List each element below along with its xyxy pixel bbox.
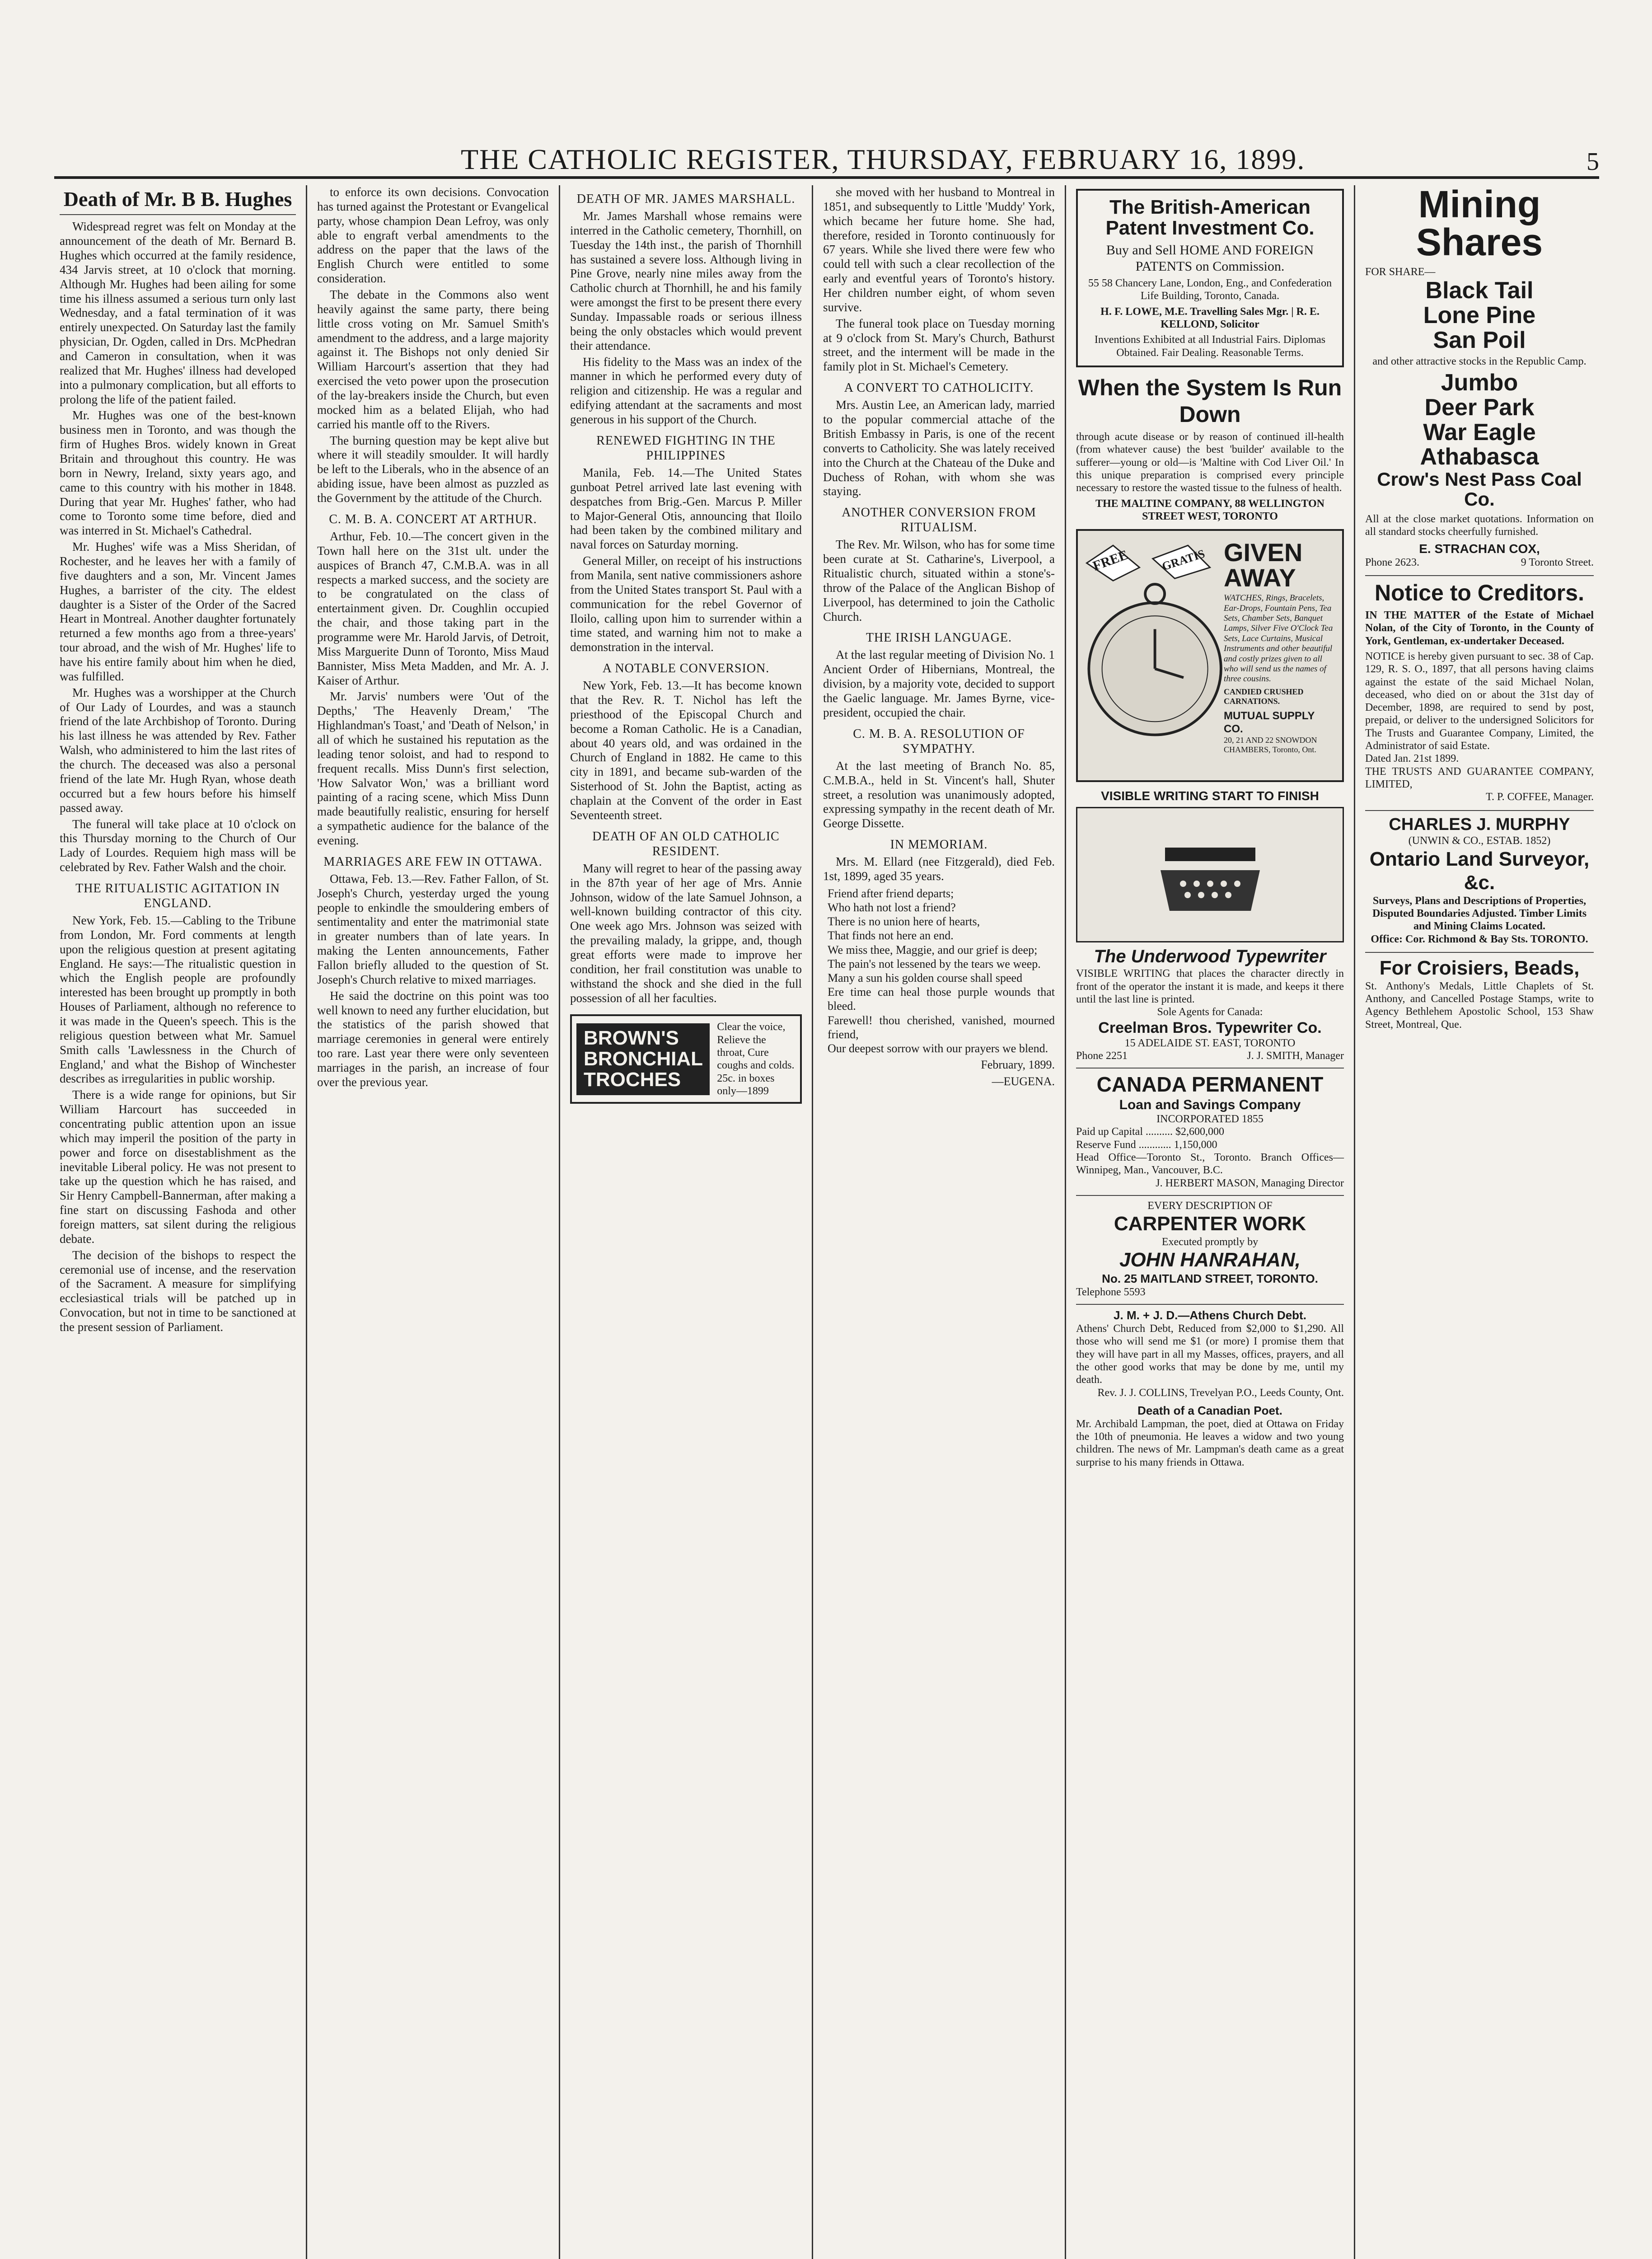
article-paragraph: The decision of the bishops to respect the ceremonial use of incense, and the reservation of the Sacrament. A measure for simplifying ecclesiastical trials will be patched up in Convocation, but not in time to be sanctioned at the present session of Parliament. xyxy=(60,1248,296,1334)
patent-footer: Inventions Exhibited at all Industrial Fairs. Diplomas Obtained. Fair Dealing. Reasonable Terms. xyxy=(1094,334,1326,359)
mining-stock: Crow's Nest Pass Coal Co. xyxy=(1377,468,1582,510)
article-paragraph: General Miller, on receipt of his instructions from Manila, sent native commissioners ashore from the United States transport St. Paul with a communication for the rebel Governor of Iloilo, calling upon him to surrender within a time stated, and warning him not to make a demonstration in the interval. xyxy=(570,554,802,654)
browns-troches-ad xyxy=(570,1014,802,1104)
debt-body: Athens' Church Debt, Reduced from $2,000 to $1,290. All those who will send me $1 (or more) I promise them that they will have part in all my Masses, offices, prayers, and all the other good works that may be done by me, until my death. xyxy=(1076,1323,1344,1386)
canada-capital: Paid up Capital .......... $2,600,000 xyxy=(1076,1126,1224,1138)
carpenter-line2: CARPENTER WORK xyxy=(1114,1213,1306,1235)
giveaway-candied: CANDIED CRUSHED CARNATIONS. xyxy=(1224,687,1304,706)
article-paragraph: Arthur, Feb. 10.—The concert given in the Town hall here on the 31st ult. under the auspices of Branch 47, C.M.B.A. was in all respects a marked success, and the society are to be congratulated on the class of entertainment given. Dr. Coughlin occupied the chair, and those taking part in the programme were Mr. Harold Jarvis, of Detroit, Miss Marguerite Dunn of Toronto, Miss Maud Bannister, Miss Meta Madden, and Mr. A. J. Kaiser of Arthur. xyxy=(317,529,549,687)
creditors-body2: NOTICE is hereby given pursuant to sec. 38 of Cap. 129, R. S. O., 1897, that all persons having claims against the estate of the said Michael Nolan, deceased, who died on or about the 31st day of December, 1898, are required to send by post, prepaid, or deliver to the undersigned Solicitors for The Trusts and Guarantee Company, Limited, the Administrator of said Estate. xyxy=(1365,650,1594,752)
mining-mid: and other attractive stocks in the Republic Camp. xyxy=(1372,356,1586,368)
carpenter-name: JOHN HANRAHAN, xyxy=(1119,1249,1301,1271)
article-subhead: MARRIAGES ARE FEW IN OTTAWA. xyxy=(323,854,543,869)
article-paragraph: Ottawa, Feb. 13.—Rev. Father Fallon, of St. Joseph's Church, yesterday urged the young people to enkindle the smouldering embers of sentimentality and enter the matrimonial state in greater numbers than of late years. In making the Lenten announcements, Father Fallon briefly alluded to the question of St. Joseph's Church relative to mixed marriages. xyxy=(317,872,549,986)
canada-office: Head Office—Toronto St., Toronto. Branch Offices—Winnipeg, Man., Vancouver, B.C. xyxy=(1076,1152,1344,1176)
maltine-company: THE MALTINE COMPANY, 88 WELLINGTON STREET WEST, TORONTO xyxy=(1095,497,1324,522)
newspaper-title: THE CATHOLIC REGISTER, THURSDAY, FEBRUARY 16, 1899. xyxy=(461,143,1306,175)
creditors-dated: Dated Jan. 21st 1899. xyxy=(1365,753,1459,765)
mining-phone: Phone 2623. xyxy=(1365,556,1419,568)
column-5 xyxy=(1066,185,1355,2259)
canada-inc: INCORPORATED 1855 xyxy=(1156,1113,1264,1125)
croisiers-title: For Croisiers, Beads, xyxy=(1379,956,1580,979)
article-paragraph: New York, Feb. 15.—Cabling to the Tribune from London, Mr. Ford comments at length upon the religious question at present agitating England. He says:—The ritualistic question in which the English people are profoundly interested has been brought up promptly in both Houses of Parliament, although no reference to it was made in the Queen's speech. This is the religious question between what Mr. Samuel Smith calls 'Lawlessness in the Church of England,' and what the Bishop of Winchester describes as irregularities in public worship. xyxy=(60,914,296,1086)
croisiers-ad xyxy=(1365,952,1594,1031)
carpenter-line3: Executed promptly by xyxy=(1161,1236,1259,1248)
article-paragraph: New York, Feb. 13.—It has become known that the Rev. R. T. Nichol has left the priesthood of the Episcopal Church and become a Roman Catholic. He is a Canadian, about 40 years old, and was ordained in the Church of England in 1882. He came to this city in 1891, and became sub-warden of the Sisterhood of St. John the Baptist, acting as chaplain at the Convent of the order in East Seventeenth street. xyxy=(570,679,802,822)
mining-stock: Lone Pine xyxy=(1423,302,1536,328)
mining-stock: Black Tail xyxy=(1425,277,1534,304)
mining-stock: Deer Park xyxy=(1424,394,1535,421)
canada-manager: J. HERBERT MASON, Managing Director xyxy=(1156,1177,1344,1189)
mining-title: Mining Shares xyxy=(1416,185,1543,263)
article-subhead: ANOTHER CONVERSION FROM RITUALISM. xyxy=(842,506,1036,535)
creditors-manager: T. P. COFFEE, Manager. xyxy=(1486,791,1594,803)
maltine-body: through acute disease or by reason of continued ill-health (from whatever cause) the best 'builder' available to the sufferer—young or old—is 'Maltine with Cod Liver Oil.' In this unique preparation is comprised every principle necessary to restore the wasted tissue to the fulness of health. xyxy=(1076,431,1344,494)
column-2 xyxy=(307,185,560,2259)
article-paragraph: There is a wide range for opinions, but Sir William Harcourt has succeeded in concentrating public attention upon an issue which may imperil the position of the party in power and force on disestablishment as the inevitable Liberal policy. He was not present to take up the question which he has raised, and Sir Henry Campbell-Bannerman, after making a fine start on discussing Fashoda and other foreign matters, sat silent during the religious debate. xyxy=(60,1088,296,1246)
gratis-label: GRATIS xyxy=(1160,547,1207,573)
debt-signature: Rev. J. J. COLLINS, Trevelyan P.O., Leeds County, Ont. xyxy=(1097,1387,1344,1399)
giveaway-text: WATCHES, Rings, Bracelets, Ear-Drops, Fountain Pens, Tea Sets, Chamber Sets, Banquet Lamps, Silver Five O'Clock Tea Sets, Lace Curtains, Musical Instruments and other beautiful and costly prizes given to all who will send us the names of three cousins. xyxy=(1224,593,1333,684)
poet-death-notice xyxy=(1076,1404,1344,1469)
murphy-title: Ontario Land Surveyor, &c. xyxy=(1369,848,1590,894)
poem-line: Farewell! thou cherished, vanished, mourned friend, xyxy=(828,1013,1055,1041)
mining-note: All at the close market quotations. Information on all standard stocks cheerfully furnished. xyxy=(1365,513,1594,538)
poem-signature: —EUGENA. xyxy=(992,1074,1055,1088)
poem-line: Who hath not lost a friend? xyxy=(828,901,956,914)
article-subhead: A CONVERT TO CATHOLICITY. xyxy=(844,381,1034,395)
article-paragraph: At the last regular meeting of Division No. 1 Ancient Order of Hibernians, Montreal, the division, by a majority vote, decided to support the Gaelic language. Mr. James Byrne, vice-president, occupied the chair. xyxy=(823,648,1055,719)
murphy-name: CHARLES J. MURPHY xyxy=(1389,815,1570,834)
typewriter-icon xyxy=(1151,830,1269,920)
article-paragraph: He said the doctrine on this point was too well known to need any further elucidation, but the statistics of the parish showed that marriage ceremonies in general were entirely too rare. Last year there were only seventeen marriages in the parish, an increase of four over the previous year. xyxy=(317,989,549,1089)
poem-line: Ere time can heal those purple wounds that bleed. xyxy=(828,985,1055,1013)
poet-title: Death of a Canadian Poet. xyxy=(1137,1403,1282,1417)
browns-text xyxy=(710,1021,796,1097)
page-columns xyxy=(50,185,1604,2259)
article-paragraph: The burning question may be kept alive but where it will steadily smoulder. It will hardly be left to the Liberals, who in the absence of an abiding issue, have been almost as puzzled as the Government by the attitude of the Church. xyxy=(317,433,549,505)
typewriter-name: The Underwood Typewriter xyxy=(1094,947,1326,967)
article-paragraph: Mr. Hughes was a worshipper at the Church of Our Lady of Lourdes, and was a staunch friend of the late Archbishop of Toronto. During his last illness he was attended by Rev. Father Walsh, who administered to him the last rites of the church. The deceased was also a personal friend of the late Mr. Hugh Ryan, whose death occurred but a few hours before his himself passed away. xyxy=(60,685,296,815)
croisiers-body: St. Anthony's Medals, Little Chaplets of St. Anthony, and Cancelled Postage Stamps, write to Agency Bethlehem Apostolic School, 153 Shaw Street, Montreal, Que. xyxy=(1365,980,1594,1031)
murphy-body: Surveys, Plans and Descriptions of Properties, Disputed Boundaries Adjusted. Timber Limits and Mining Claims Located. xyxy=(1372,895,1587,933)
article-paragraph: Mr. Hughes was one of the best-known business men in Toronto, and was though the firm of Hughes Bros. widely known in Great Britain and throughout this country. He was born in Newry, Ireland, sixty years ago, and came to this country with his mother in 1848. During that year Mr. Hughes' father, who had come to Toronto some time before, died and was interred in St. Michael's Cathedral. xyxy=(60,408,296,538)
article-paragraph: The Rev. Mr. Wilson, who has for some time been curate at St. Catharine's, Liverpool, a Ritualistic church, situated within a stone's-throw of the Palace of the Anglican Bishop of Liverpool, has determined to join the Catholic Church. xyxy=(823,538,1055,623)
mining-contact-row xyxy=(1365,556,1594,569)
column-3 xyxy=(560,185,813,2259)
typewriter-phone: Phone 2251 xyxy=(1076,1050,1128,1062)
article-subhead: C. M. B. A. CONCERT AT ARTHUR. xyxy=(329,512,537,526)
typewriter-headline: VISIBLE WRITING START TO FINISH xyxy=(1101,789,1319,803)
maltine-title: When the System Is Run Down xyxy=(1078,375,1342,427)
carpenter-line1: EVERY DESCRIPTION OF xyxy=(1147,1200,1273,1212)
page-number: 5 xyxy=(1586,148,1599,176)
murphy-surveyor-ad xyxy=(1365,810,1594,946)
typewriter-body: VISIBLE WRITING that places the character directly in front of the operator the instant it is made, and keeps it there until the last line is printed. xyxy=(1076,968,1344,1006)
article-headline: Death of Mr. B B. Hughes xyxy=(60,187,296,215)
mining-stock: Jumbo xyxy=(1441,370,1518,396)
article-subhead: THE IRISH LANGUAGE. xyxy=(866,631,1012,645)
patent-title: The British-American Patent Investment Co. xyxy=(1105,196,1315,239)
mining-broker: E. STRACHAN COX, xyxy=(1419,541,1540,556)
carpenter-ad xyxy=(1076,1195,1344,1298)
article-paragraph: Widespread regret was felt on Monday at the announcement of the death of Mr. Bernard B. Hughes which occurred at the family residence, 434 Jarvis street, at 10 o'clock that morning. Although Mr. Hughes had been ailing for some time his illness assumed a serious turn only last Wednesday, and a fatal termination of it was entirely unexpected. On Saturday last the family physician, Dr. Ogden, called in Drs. McPhedran and Cameron in consultation, when it was realized that Mr. Hughes' illness had developed into a pulmonary complication, but all efforts to prolong the life of the patient failed. xyxy=(60,220,296,406)
typewriter-contact-row xyxy=(1076,1050,1344,1062)
giveaway-company: MUTUAL SUPPLY CO. xyxy=(1224,710,1315,735)
patent-address: 55 58 Chancery Lane, London, Eng., and Confederation Life Building, Toronto, Canada. xyxy=(1088,277,1332,302)
article-paragraph: Manila, Feb. 14.—The United States gunboat Petrel arrived late last evening with despatches from Brig.-Gen. Marcus P. Miller to Major-General Otis, announcing that Iloilo had been taken by the combined military and naval forces on Saturday morning. xyxy=(570,465,802,552)
mining-address: 9 Toronto Street. xyxy=(1521,556,1594,568)
article-paragraph: The funeral took place on Tuesday morning at 9 o'clock from St. Mary's Church, Bathurst street, and the interment will be made in the family plot in St. Michael's Cemetery. xyxy=(823,316,1055,374)
typewriter-company: Creelman Bros. Typewriter Co. xyxy=(1098,1019,1322,1036)
article-subhead: DEATH OF AN OLD CATHOLIC RESIDENT. xyxy=(592,829,780,858)
column-6 xyxy=(1355,185,1604,2259)
article-subhead: DEATH OF MR. JAMES MARSHALL. xyxy=(576,192,796,206)
creditors-body: IN THE MATTER of the Estate of Michael Nolan, of the City of Toronto, in the County of York, Gentleman, ex-undertaker Deceased. xyxy=(1365,609,1594,647)
canada-subtitle: Loan and Savings Company xyxy=(1119,1097,1301,1112)
creditors-company: THE TRUSTS AND GUARANTEE COMPANY, LIMITED, xyxy=(1365,765,1594,790)
article-paragraph: The debate in the Commons also went heavily against the same party, there being little cross voting on Mr. Samuel Smith's amendment to the address, and a large majority against it. The Bishops not only denied Sir William Harcourt's assertion that they had exercised the veto power upon the prosecution of the lay-breakers inside the Church, but even mocked him as a belated Elijah, who had carried his mantle off to the Rivers. xyxy=(317,288,549,431)
poem-line: Our deepest sorrow with our prayers we blend. xyxy=(828,1041,1048,1055)
giveaway-text-block xyxy=(1224,540,1337,755)
poem-line: We miss thee, Maggie, and our grief is deep; xyxy=(828,943,1038,956)
memoriam-poem xyxy=(828,886,1055,1055)
canada-reserve: Reserve Fund ............ 1,150,000 xyxy=(1076,1139,1217,1151)
carpenter-phone: Telephone 5593 xyxy=(1076,1286,1146,1298)
patent-line: Buy and Sell HOME AND FOREIGN PATENTS on Commission. xyxy=(1106,243,1314,274)
poem-line: That finds not here an end. xyxy=(828,929,954,942)
typewriter-illustration xyxy=(1076,807,1344,942)
patent-contacts: H. F. LOWE, M.E. Travelling Sales Mgr. | R. E. KELLOND, Solicitor xyxy=(1100,305,1320,331)
murphy-office: Office: Cor. Richmond & Bay Sts. TORONTO. xyxy=(1371,933,1588,945)
poem-line: There is no union here of hearts, xyxy=(828,915,980,928)
article-paragraph: Mr. James Marshall whose remains were interred in the Catholic cemetery, Thornhill, on Tuesday the 14th inst., the parish of Thornhill has sustained a severe loss. Although living in Pine Grove, nearly nine miles away from the Catholic church at Thornhill, he and his family were amongst the first to be present there every Sunday. Impassable roads or serious illness being the only obstacles which would prevent their attendance. xyxy=(570,209,802,352)
typewriter-address: 15 ADELAIDE ST. EAST, TORONTO xyxy=(1124,1037,1296,1049)
creditors-title: Notice to Creditors. xyxy=(1375,580,1584,605)
article-paragraph: she moved with her husband to Montreal in 1851, and subsequently to Little 'Muddy' York, which became her future home. She had, therefore, resided in Toronto continuously for 67 years. While she lived there were few who could tell with such a clear recollection of the early and eventful years of Toronto's history. Her children number eight, of whom seven survive. xyxy=(823,185,1055,314)
article-paragraph: Mr. Jarvis' numbers were 'Out of the Depths,' 'The Heavenly Dream,' 'The Highlandman's Toast,' and 'Death of Nelson,' in all of which he sustained his reputation as the leading tenor soloist, and had to respond to frequent recalls. Miss Dunn's first selection, 'How Salvator Won,' was a brilliant word painting of a racing scene, which Miss Dunn made beautifully realistic, ensuring for herself a sympathetic audience for the balance of the evening. xyxy=(317,689,549,847)
watch-bow-icon xyxy=(1145,584,1165,604)
column-1 xyxy=(50,185,307,2259)
mining-shares-ad xyxy=(1365,185,1594,569)
giveaway-ad xyxy=(1076,529,1344,782)
maltine-ad xyxy=(1076,375,1344,523)
article-paragraph: Mr. Hughes' wife was a Miss Sheridan, of Rochester, and he leaves her with a family of five daughters and a son, Mr. Vincent James Hughes, a barrister of the city. The eldest daughter is a Sister of the Order of the Sacred Heart in Montreal. Another daughter fortunately returned a few months ago from a three-years' tour abroad, and the wish of Mr. Hughes' life to have his entire family about him when he died, was fulfilled. xyxy=(60,540,296,683)
free-label: FREE xyxy=(1090,547,1130,574)
mining-stock: San Poil xyxy=(1433,327,1526,353)
typewriter-manager: J. J. SMITH, Manager xyxy=(1247,1050,1344,1062)
mining-stock: Athabasca xyxy=(1420,444,1539,470)
murphy-sub: (UNWIN & CO., ESTAB. 1852) xyxy=(1408,835,1551,847)
typewriter-agents: Sole Agents for Canada: xyxy=(1157,1006,1263,1018)
article-paragraph: to enforce its own decisions. Convocation has turned against the Protestant or Evangelical party, whose champion Dean Lefroy, was only able to engraft verbal amendments to the address on the paper that the laws of the English Church were entitled to some consideration. xyxy=(317,185,549,286)
masthead xyxy=(54,136,1599,179)
creditors-notice xyxy=(1365,575,1594,804)
giveaway-company-address: 20, 21 AND 22 SNOWDON CHAMBERS, Toronto, Ont. xyxy=(1224,735,1317,755)
column-4 xyxy=(813,185,1066,2259)
browns-tagline: Clear the voice, Relieve the throat, Cure coughs and colds. xyxy=(717,1021,795,1072)
article-paragraph: Mrs. Austin Lee, an American lady, married to the popular commercial attache of the British Embassy in Paris, is one of the recent converts to Catholicity. She was lately received into the Church at the Chateau of the Duke and Duchess of Rohan, with whom she was staying. xyxy=(823,398,1055,498)
article-subhead: IN MEMORIAM. xyxy=(890,838,988,852)
carpenter-address: No. 25 MAITLAND STREET, TORONTO. xyxy=(1102,1272,1318,1286)
article-subhead: C. M. B. A. RESOLUTION OF SYMPATHY. xyxy=(853,726,1025,756)
article-subhead: A NOTABLE CONVERSION. xyxy=(602,661,770,676)
article-paragraph: At the last meeting of Branch No. 85, C.M.B.A., held in St. Vincent's hall, Shuter street, a resolution was unanimously adopted, expressing sympathy in the recent death of Mr. George Dissette. xyxy=(823,759,1055,830)
poet-body: Mr. Archibald Lampman, the poet, died at Ottawa on Friday the 10th of pneumonia. He leaves a widow and two young children. The news of Mr. Lampman's death came as a great surprise to his many friends in Ottawa. xyxy=(1076,1418,1344,1468)
poem-line: The pain's not lessened by the tears we weep. xyxy=(828,957,1041,970)
poem-dateline: February, 1899. xyxy=(981,1058,1055,1072)
mining-stock: War Eagle xyxy=(1423,419,1536,445)
typewriter-ad xyxy=(1076,788,1344,1062)
memoriam-intro: Mrs. M. Ellard (nee Fitzgerald), died Feb. 1st, 1899, aged 35 years. xyxy=(823,855,1055,883)
article-paragraph: The funeral will take place at 10 o'clock on this Thursday morning to the Church of Our Lady of Lourdes. Requiem high mass will be celebrated by Rev. Father Walsh and the choir. xyxy=(60,817,296,874)
giveaway-title: GIVEN AWAY xyxy=(1224,538,1303,592)
debt-title: J. M. + J. D.—Athens Church Debt. xyxy=(1114,1308,1306,1322)
canada-title: CANADA PERMANENT xyxy=(1096,1073,1324,1097)
browns-price: 25c. in boxes only—1899 xyxy=(717,1072,775,1097)
patent-ad xyxy=(1076,189,1344,367)
mining-for-sale: FOR SHARE— xyxy=(1365,266,1436,278)
church-debt-notice xyxy=(1076,1304,1344,1399)
article-paragraph: Many will regret to hear of the passing away in the 87th year of her age of Mrs. Annie Johnson, widow of the late Samuel Johnson, a well-known building contractor of this city. One week ago Mrs. Johnson was seized with the prevailing malady, la grippe, and, though great efforts were made to improve her condition, her frail constitution was unable to withstand the shock and she died in the full possession of all her faculties. xyxy=(570,861,802,1005)
article-paragraph: His fidelity to the Mass was an index of the manner in which he performed every duty of religion and citizenship. He was a regular and edifying attendant at the sacraments and most generous in his support of the Church. xyxy=(570,355,802,426)
poem-line: Friend after friend departs; xyxy=(828,886,954,900)
canada-permanent-ad xyxy=(1076,1068,1344,1190)
article-subhead: RENEWED FIGHTING IN THE PHILIPPINES xyxy=(596,433,776,463)
article-subhead: THE RITUALISTIC AGITATION IN ENGLAND. xyxy=(75,881,280,910)
poem-line: Many a sun his golden course shall speed xyxy=(828,971,1023,984)
browns-brand: BROWN'S BRONCHIAL TROCHES xyxy=(576,1023,710,1095)
